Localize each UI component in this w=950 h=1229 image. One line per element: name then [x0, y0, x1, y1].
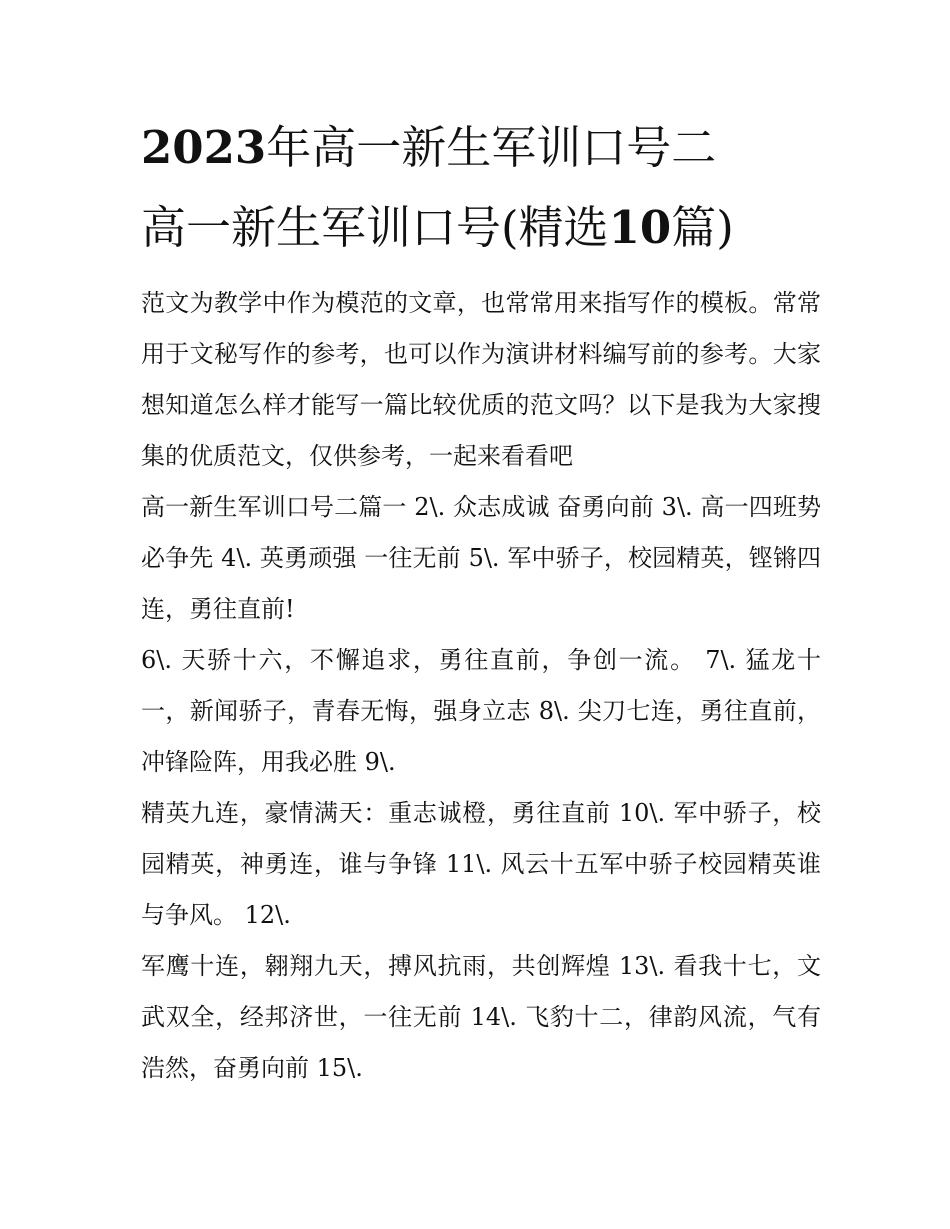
- paragraph-slogans-4: 军鹰十连，翱翔九天，搏风抗雨，共创辉煌 13\. 看我十七，文武双全，经邦济世，一往无前 14\. 飞豹十二，律韵风流，气有浩然，奋勇向前 15\.: [141, 952, 821, 1082]
- document-body: [141, 278, 821, 1094]
- paragraph-slogans-1: 高一新生军训口号二篇一 2\. 众志成诚 奋勇向前 3\. 高一四班势必争先 4\. 英勇顽强 一往无前 5\. 军中骄子，校园精英，铿锵四连，勇往直前!: [141, 493, 821, 623]
- paragraph-slogans-2: 6\. 天骄十六，不懈追求，勇往直前，争创一流。 7\. 猛龙十一，新闻骄子，青春无悔，强身立志 8\. 尖刀七连，勇往直前，冲锋险阵，用我必胜 9\.: [141, 646, 821, 776]
- title-line-2-suffix: 篇): [671, 201, 734, 254]
- paragraph-intro: 范文为教学中作为模范的文章，也常常用来指写作的模板。常常用于文秘写作的参考，也可以作为演讲材料编写前的参考。大家想知道怎么样才能写一篇比较优质的范文吗？以下是我为大家搜集的优质范文，仅供参考，一起来看看吧: [141, 289, 821, 470]
- paragraph-slogans-3: 精英九连，豪情满天：重志诚橙，勇往直前 10\. 军中骄子，校园精英，神勇连，谁与争锋 11\. 风云十五军中骄子校园精英谁与争风。 12\.: [141, 799, 821, 929]
- document-title-line-2: [141, 198, 841, 258]
- title-line-2-prefix: 高一新生军训口号(精选: [141, 201, 609, 254]
- title-line-2-number: 10: [608, 201, 672, 254]
- document-title-line-1: [141, 118, 841, 178]
- title-line-1-text: 年高一新生军训口号二: [266, 121, 717, 174]
- title-year: 2023: [141, 121, 267, 174]
